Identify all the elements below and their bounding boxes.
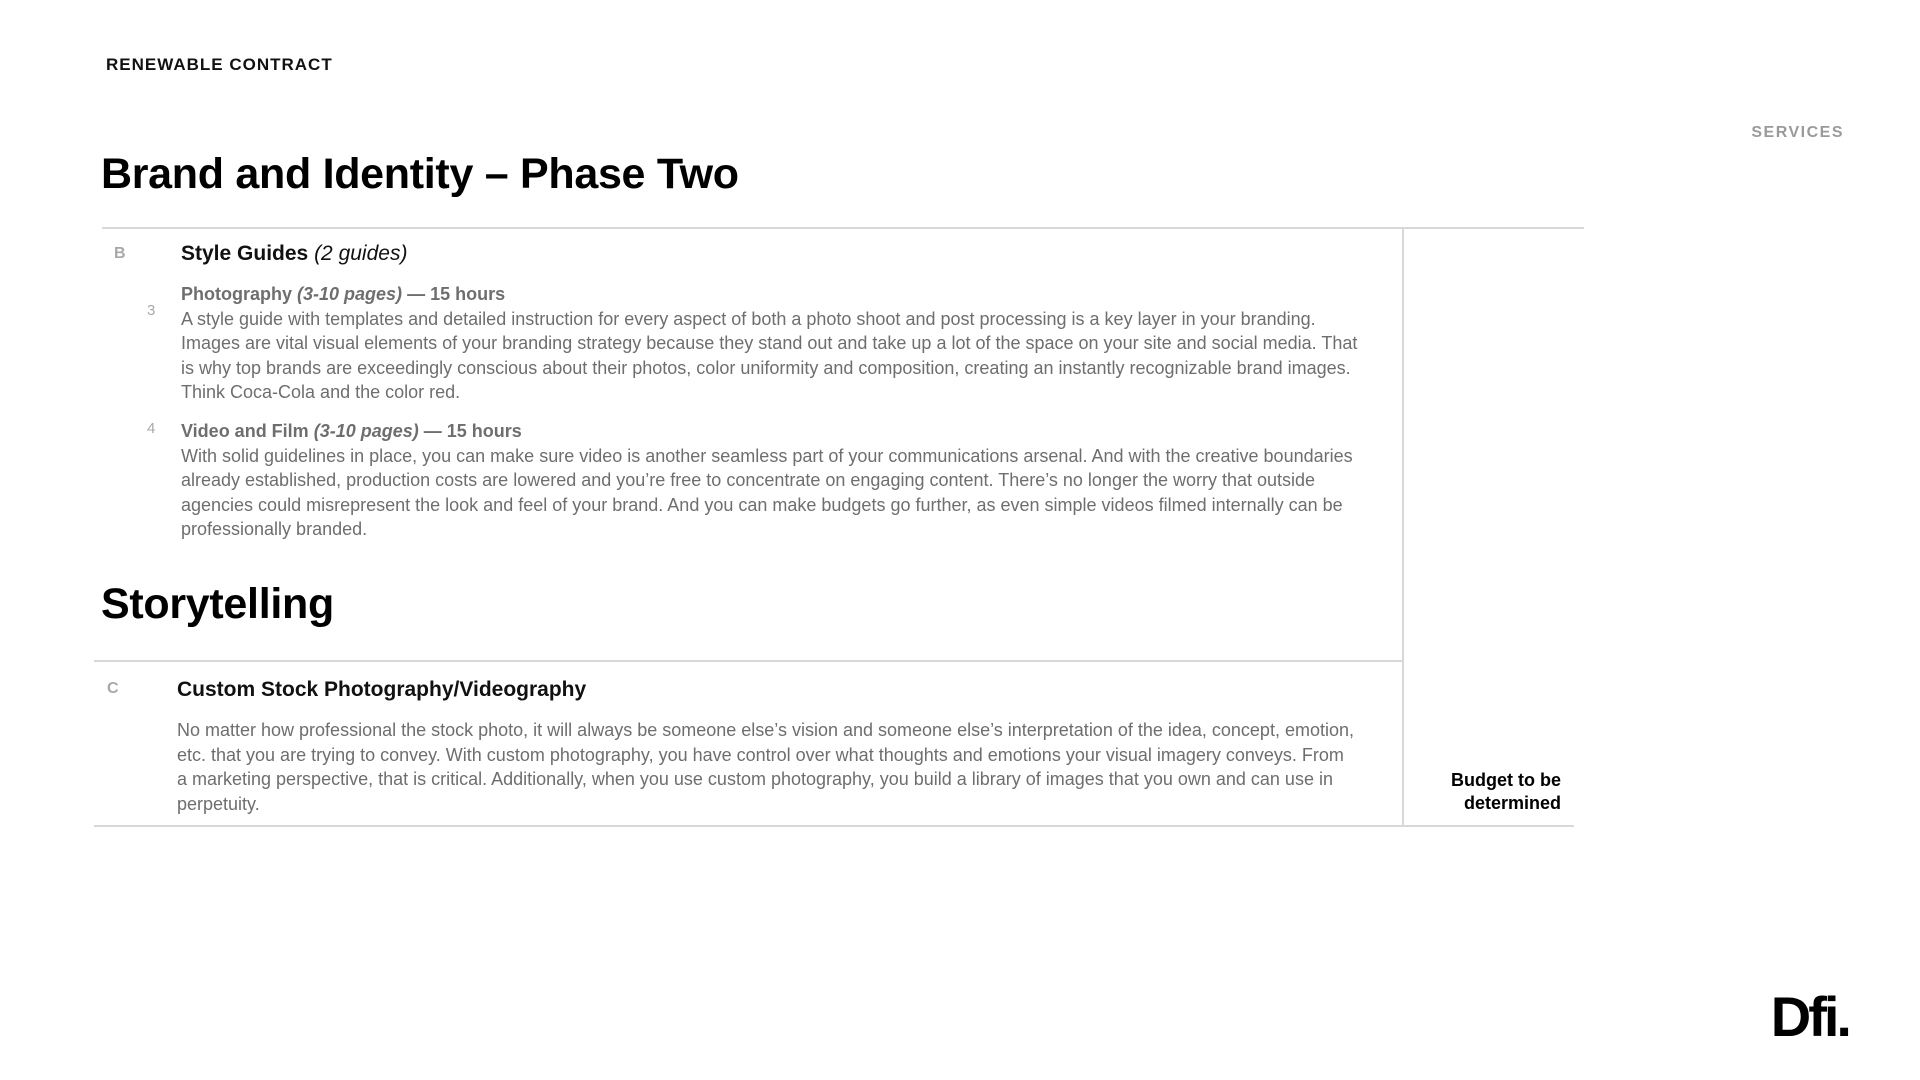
dfi-logo: Dfi. bbox=[1770, 985, 1849, 1048]
subitem-hours: — 15 hours bbox=[407, 284, 506, 304]
subitem-heading bbox=[181, 282, 1361, 307]
section-title-brand-identity: Brand and Identity – Phase Two bbox=[101, 150, 739, 198]
bottom-divider bbox=[94, 825, 1574, 827]
item-title-note: (2 guides) bbox=[314, 242, 408, 265]
item-description: No matter how professional the stock photo, it will always be someone else’s vision and someone else’s interpretation of the idea, concept, emotion, etc. that you are trying to convey. With custom photography, you have control over what thoughts and emotions your visual imagery conveys. From a marketing perspective, that is critical. Additionally, when you use custom photography, you build a library of images that you own and can use in perpetuity. bbox=[177, 720, 1354, 814]
subitem-pages: (3-10 pages) bbox=[313, 421, 419, 441]
services-label: SERVICES bbox=[1751, 124, 1844, 141]
subitem-number: 4 bbox=[147, 420, 156, 437]
section-title-storytelling: Storytelling bbox=[101, 580, 334, 628]
subitem-description: A style guide with templates and detailed instruction for every aspect of both a photo shoot and post processing is a key layer in your branding. Images are vital visual elements of your branding strategy because they stand out and take up a lot of the space on your site and social media. That is why top brands are exceedingly conscious about their photos, color uniformity and composition, creating an instantly recognizable brand images. Think Coca-Cola and the color red. bbox=[181, 308, 1358, 402]
subitem-name: Photography bbox=[181, 284, 292, 304]
section-divider bbox=[102, 227, 1584, 229]
budget-note: Budget to be determined bbox=[1451, 770, 1561, 813]
document-header-label: RENEWABLE CONTRACT bbox=[106, 55, 333, 74]
subitem-pages: (3-10 pages) bbox=[297, 284, 403, 304]
item-letter: B bbox=[114, 245, 126, 262]
item-title-text: Style Guides bbox=[181, 242, 309, 265]
section-divider bbox=[94, 660, 1404, 662]
subitem-photography bbox=[181, 282, 1361, 405]
item-title-style-guides bbox=[181, 242, 407, 266]
subitem-hours: — 15 hours bbox=[423, 421, 522, 441]
subitem-description: With solid guidelines in place, you can make sure video is another seamless part of your communications arsenal. And with the creative boundaries already established, production costs are lowered and you’re free to concentrate on engaging content. There’s no longer the worry that outside agencies could misrepresent the look and feel of your brand. And you can make budgets go further, as even simple videos filmed internally can be professionally branded. bbox=[181, 445, 1353, 539]
item-letter: C bbox=[107, 680, 119, 697]
subitem-number: 3 bbox=[147, 302, 156, 319]
item-title-custom-stock: Custom Stock Photography/Videography bbox=[177, 678, 587, 701]
subitem-heading bbox=[181, 419, 1361, 444]
column-divider bbox=[1402, 228, 1404, 826]
subitem-video-film bbox=[181, 419, 1361, 542]
subitem-name: Video and Film bbox=[181, 421, 309, 441]
